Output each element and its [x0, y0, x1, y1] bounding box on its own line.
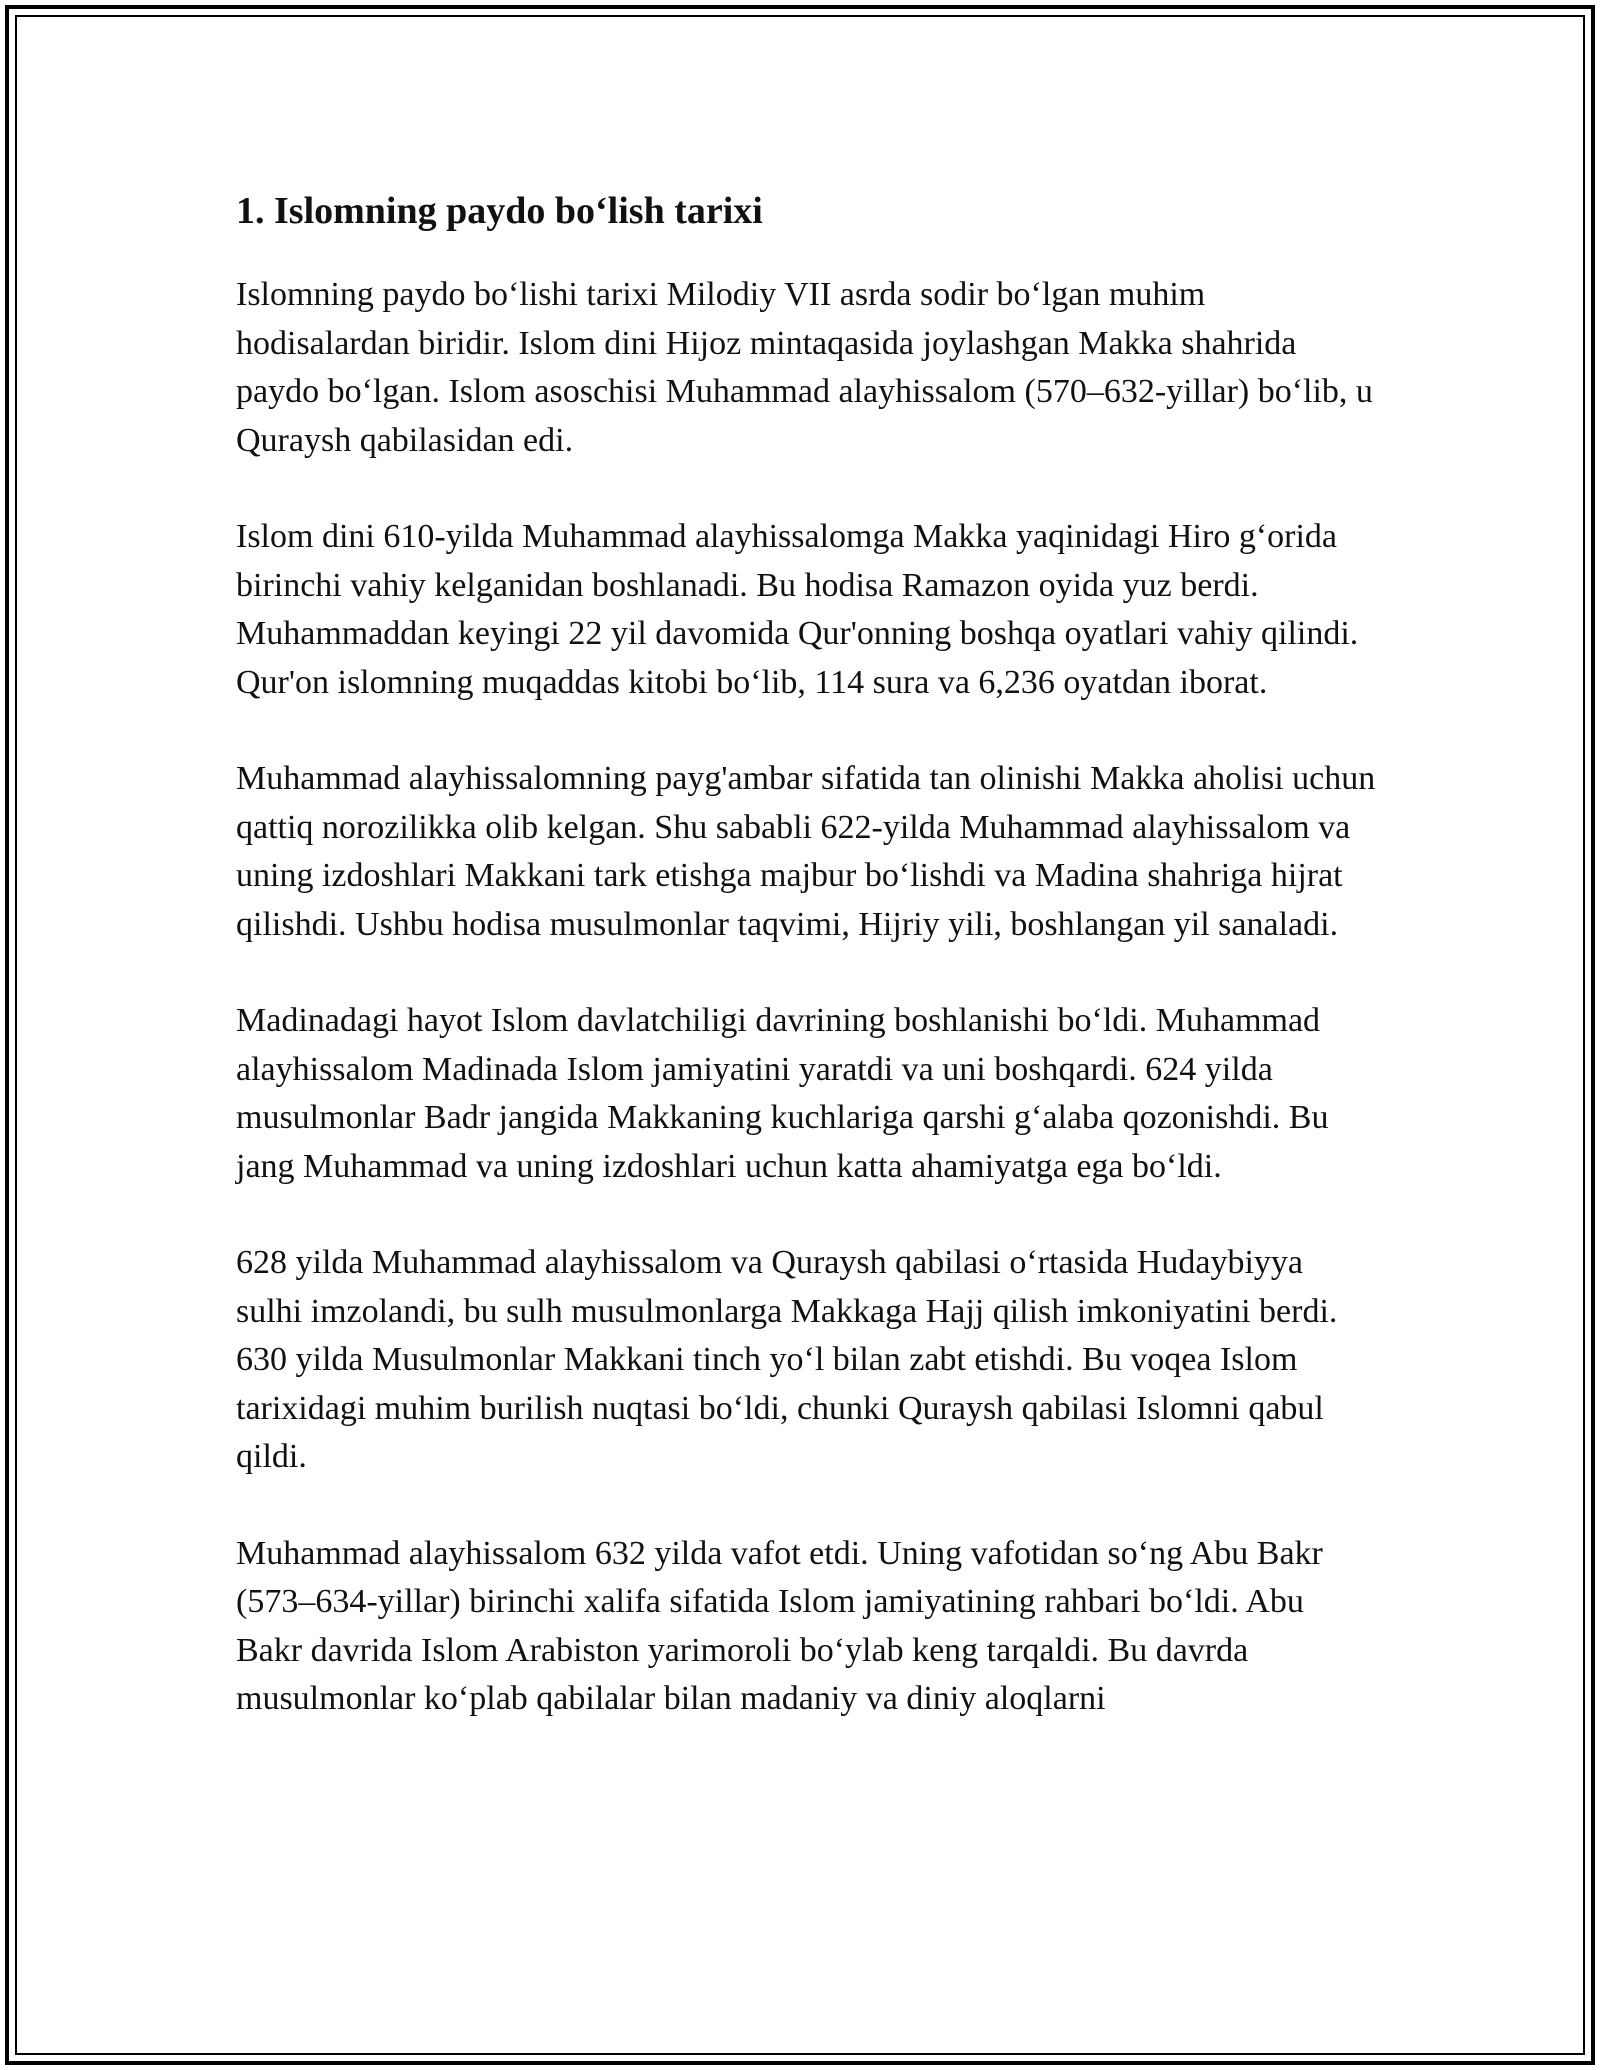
paragraph-3: Muhammad alayhissalomning payg'ambar sifatida tan olinishi Makka aholisi uchun qattiq norozilikka olib kelgan. Shu sababli 622-yilda Muhammad alayhissalom va uning izdoshlari Makkani tark etishga majbur bo‘lishdi va Madina shahriga hijrat qilishdi. Ushbu hodisa musulmonlar taqvimi, Hijriy yili, boshlangan yil sanaladi. [236, 760, 1376, 943]
document-body [236, 185, 1376, 1772]
paragraph-5: 628 yilda Muhammad alayhissalom va Quraysh qabilasi o‘rtasida Hudaybiyya sulhi imzolandi, bu sulh musulmonlarga Makkaga Hajj qilish imkoniyatini berdi. 630 yilda Musulmonlar Makkani tinch yo‘l bilan zabt etishdi. Bu voqea Islom tarixidagi muhim burilish nuqtasi bo‘ldi, chunki Quraysh qabilasi Islomni qabul qildi. [236, 1244, 1338, 1475]
paragraph-4: Madinadagi hayot Islom davlatchiligi davrining boshlanishi bo‘ldi. Muhammad alayhissalom Madinada Islom jamiyatini yaratdi va uni boshqardi. 624 yilda musulmonlar Badr jangida Makkaning kuchlariga qarshi g‘alaba qozonishdi. Bu jang Muhammad va uning izdoshlari uchun katta ahamiyatga ega bo‘ldi. [236, 1002, 1329, 1185]
section-heading: 1. Islomning paydo bo‘lish tarixi [236, 190, 763, 232]
paragraph-2: Islom dini 610-yilda Muhammad alayhissalomga Makka yaqinidagi Hiro g‘orida birinchi vahiy kelganidan boshlanadi. Bu hodisa Ramazon oyida yuz berdi. Muhammaddan keyingi 22 yil davomida Qur'onning boshqa oyatlari vahiy qilindi. Qur'on islomning muqaddas kitobi bo‘lib, 114 sura va 6,236 oyatdan iborat. [236, 518, 1359, 701]
paragraph-1: Islomning paydo bo‘lishi tarixi Milodiy VII asrda sodir bo‘lgan muhim hodisalardan biridir. Islom dini Hijoz mintaqasida joylashgan Makka shahrida paydo bo‘lgan. Islom asoschisi Muhammad alayhissalom (570–632-yillar) bo‘lib, u Quraysh qabilasidan edi. [236, 276, 1373, 459]
paragraph-6: Muhammad alayhissalom 632 yilda vafot etdi. Uning vafotidan so‘ng Abu Bakr (573–634-yillar) birinchi xalifa sifatida Islom jamiyatining rahbari bo‘ldi. Abu Bakr davrida Islom Arabiston yarimoroli bo‘ylab keng tarqaldi. Bu davrda musulmonlar ko‘plab qabilalar bilan madaniy va diniy aloqlarni [236, 1534, 1323, 1717]
